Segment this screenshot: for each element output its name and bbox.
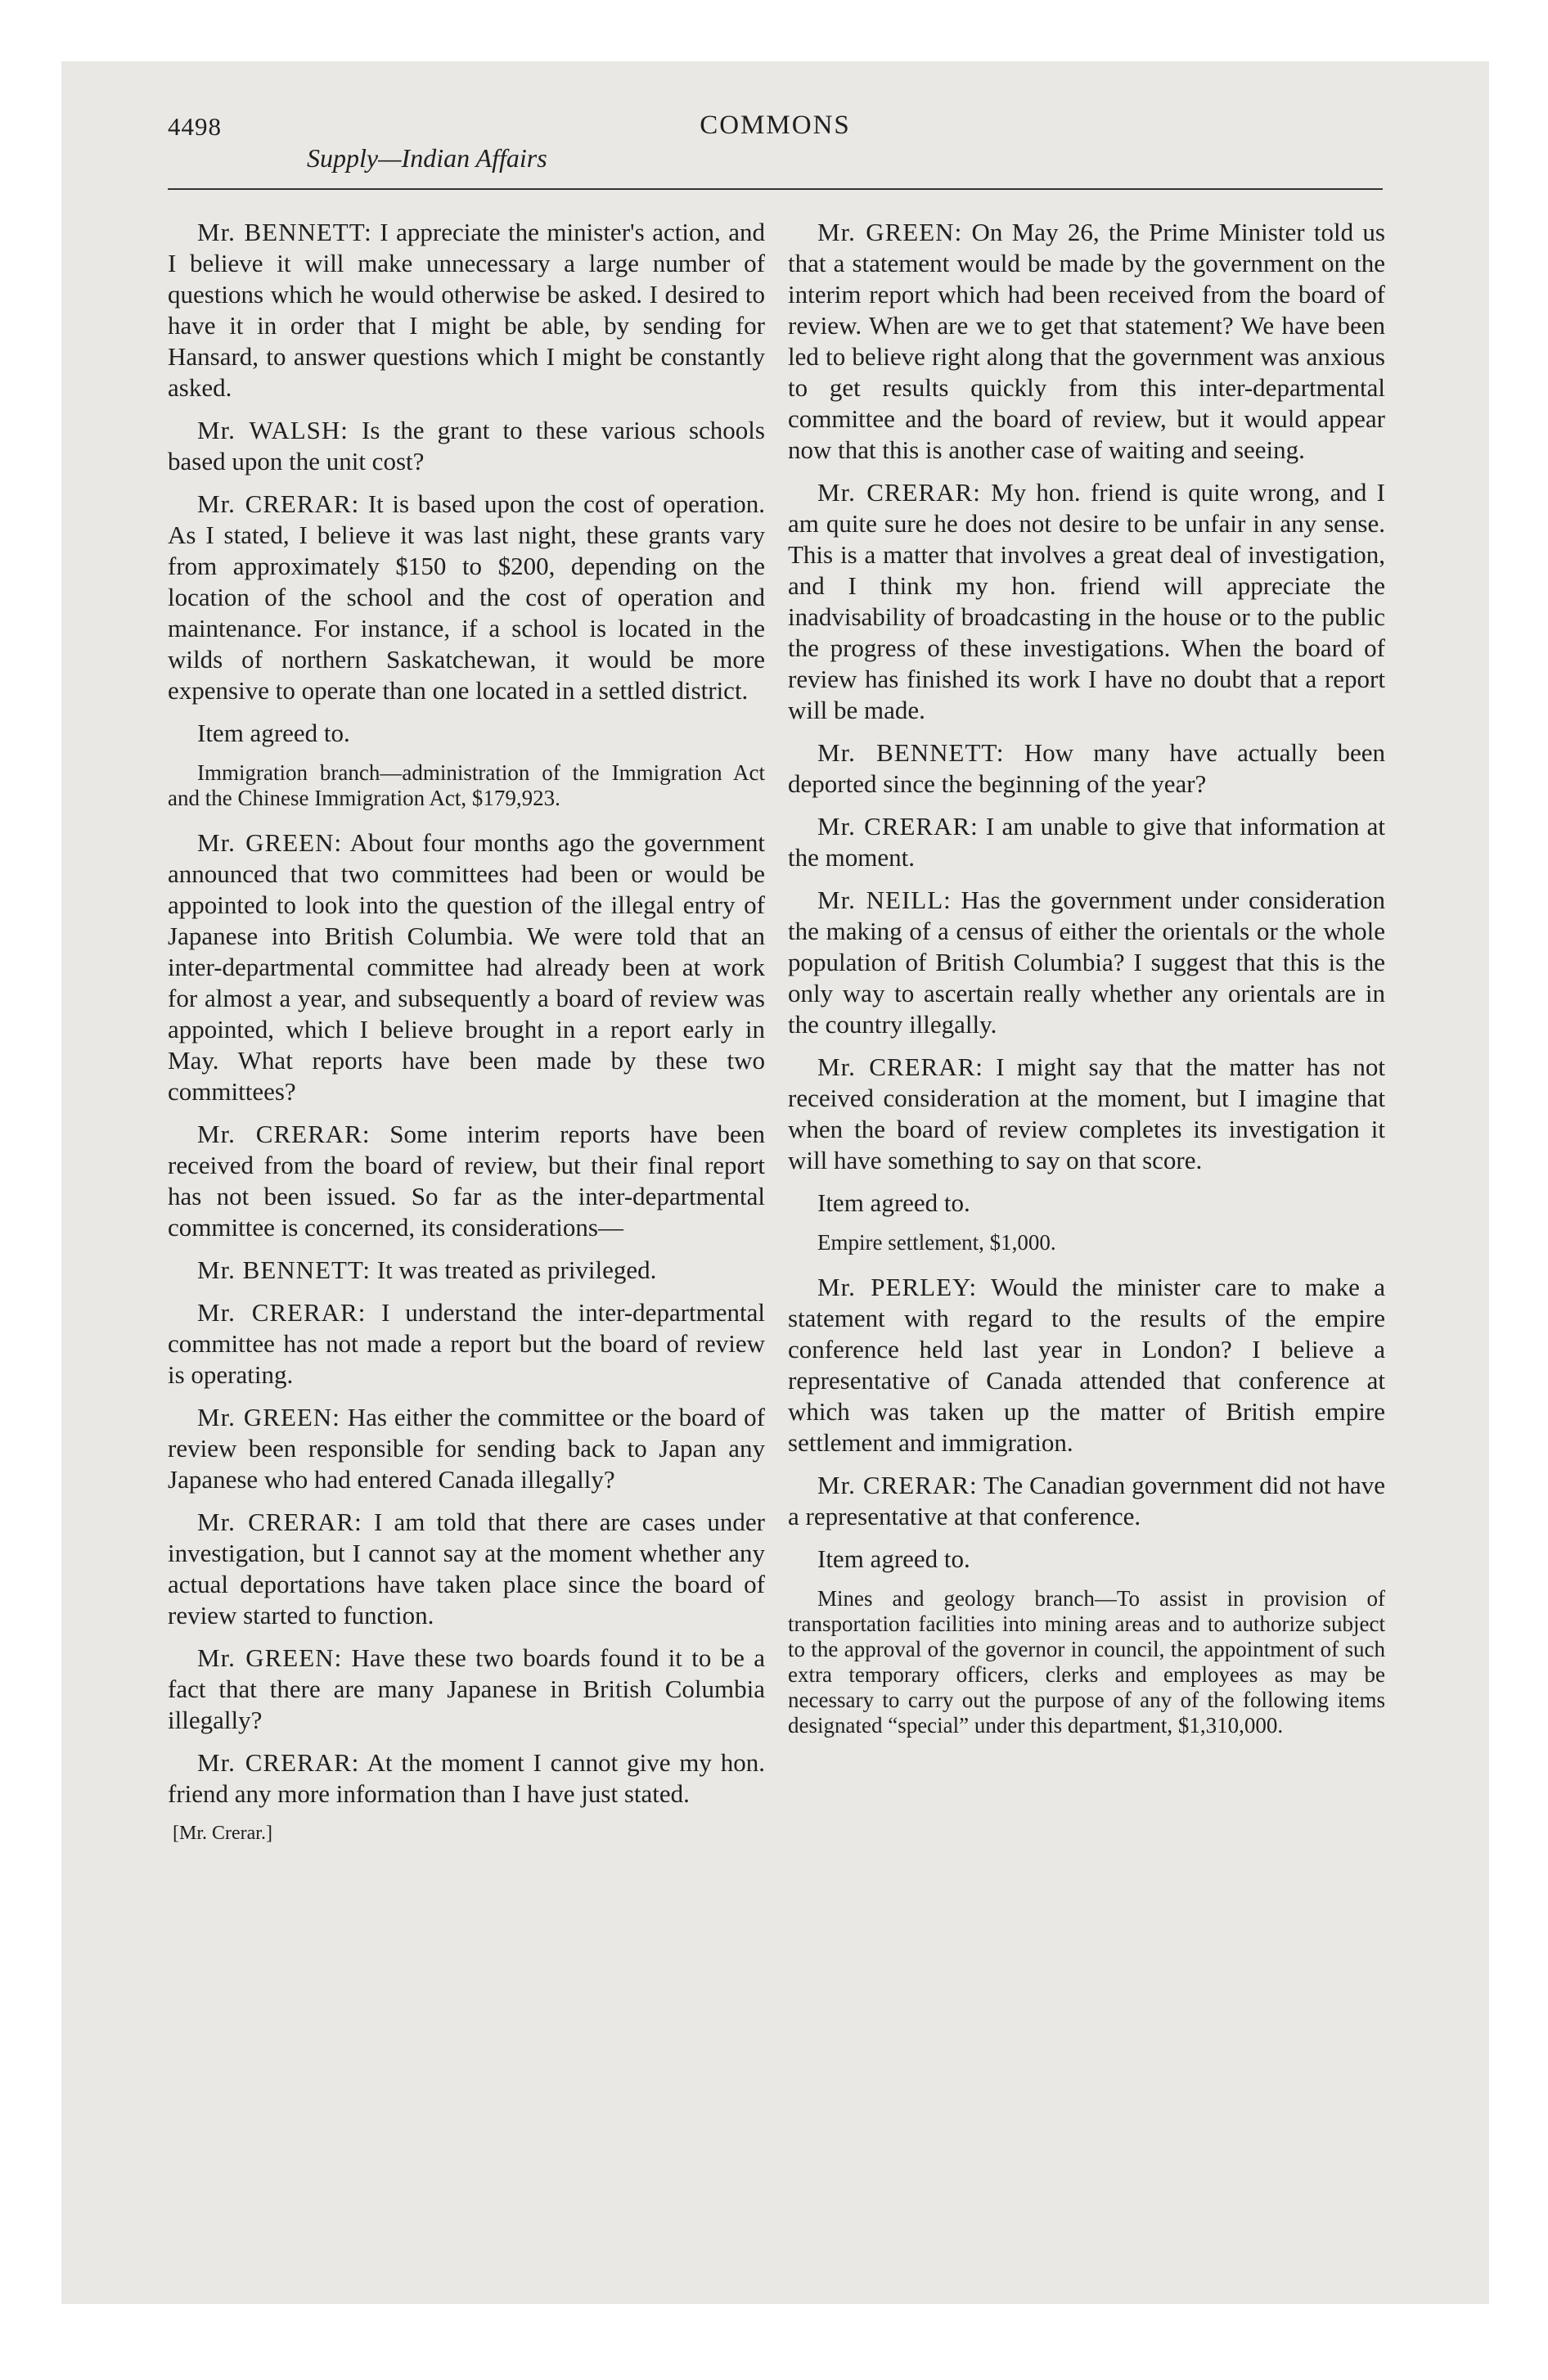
speech-text: Has the government under consideration the making of a census of either the orientals or the whole population of British Columbia? I suggest that this is the only way to ascertain really whether any orientals are in the country illegally. xyxy=(788,886,1385,1039)
page-number: 4498 xyxy=(168,112,222,141)
speech-text: At the moment I cannot give my hon. friend any more information than I have just stated. xyxy=(168,1748,765,1808)
speech-text: The Canadian government did not have a representative at that conference. xyxy=(788,1471,1385,1530)
speaker-name: Mr. BENNETT: xyxy=(197,1255,371,1284)
speaker-name: Mr. GREEN: xyxy=(817,218,963,246)
speaker-name: Mr. CRERAR: xyxy=(197,1508,362,1536)
speech-text: Has either the committee or the board of review been responsible for sending back to Japan any Japanese who had entered Canada illegally? xyxy=(168,1403,765,1494)
item-agreed: Item agreed to. xyxy=(197,719,350,747)
speech-paragraph xyxy=(168,1297,765,1391)
speech-paragraph xyxy=(168,1507,765,1631)
speech-paragraph xyxy=(168,1119,765,1243)
speech-paragraph xyxy=(168,489,765,706)
speech-paragraph xyxy=(788,1470,1385,1532)
speaker-name: Mr. GREEN: xyxy=(197,1403,340,1431)
header-rule xyxy=(168,188,1383,190)
speech-text: Some interim reports have been received from the board of review, but their final report has not been issued. So far as the inter-departmental committee is concerned, its considerations— xyxy=(168,1120,765,1242)
speaker-name: Mr. PERLEY: xyxy=(817,1273,978,1301)
right-column xyxy=(788,217,1385,2230)
speech-paragraph xyxy=(168,1747,765,1810)
speech-text: Have these two boards found it to be a fact that there are many Japanese in British Columbia illegally? xyxy=(168,1643,765,1734)
speaker-name: Mr. GREEN: xyxy=(197,828,343,857)
speech-text: It is based upon the cost of operation. As I stated, I believe it was last night, these grants vary from approximately $150 to $200, depending on the location of the school and the cost of operation and maintenance. For instance, if a school is located in the wilds of northern Saskatchewan, it would be more expensive to operate than one located in a settled district. xyxy=(168,489,765,705)
speaker-name: Mr. CRERAR: xyxy=(197,1120,371,1148)
speech-text: Would the minister care to make a statement with regard to the results of the empire conference held last year in London? I believe a representative of Canada attended that conference at which was taken up the matter of British empire settlement and immigration. xyxy=(788,1273,1385,1457)
page-heading: COMMONS xyxy=(700,110,851,140)
speech-text: How many have actually been deported since the beginning of the year? xyxy=(788,738,1385,798)
speech-text: My hon. friend is quite wrong, and I am quite sure he does not desire to be unfair in any sense. This is a matter that involves a great deal of investigation, and I think my hon. friend will appreciate the inadvisability of broadcasting in the house or to the public the progress of these investigations. When the board of review has finished its work I have no doubt that a report will be made. xyxy=(788,478,1385,724)
estimate-item: Empire settlement, $1,000. xyxy=(817,1230,1056,1255)
speech-text: I am unable to give that information at the moment. xyxy=(788,812,1385,872)
speaker-name: Mr. BENNETT: xyxy=(197,218,372,246)
speech-paragraph xyxy=(788,1272,1385,1458)
speaker-name: Mr. GREEN: xyxy=(197,1643,343,1672)
speech-text: I appreciate the minister's action, and I believe it will make unnecessary a large number of questions which he would otherwise be asked. I desired to have it in order that I might be able, by sending for Hansard, to answer questions which I might be constantly asked. xyxy=(168,218,765,402)
speaker-name: Mr. NEILL: xyxy=(817,886,952,914)
speech-paragraph xyxy=(168,217,765,403)
item-agreed: Item agreed to. xyxy=(817,1544,970,1573)
speech-paragraph xyxy=(788,217,1385,466)
speaker-name: Mr. WALSH: xyxy=(197,416,349,444)
speech-paragraph xyxy=(788,811,1385,873)
scanned-page xyxy=(61,61,1489,2304)
speaker-name: Mr. CRERAR: xyxy=(817,812,979,841)
speech-paragraph xyxy=(168,827,765,1107)
item-agreed: Item agreed to. xyxy=(817,1188,970,1217)
speech-paragraph xyxy=(788,737,1385,800)
speaker-name: Mr. CRERAR: xyxy=(197,1748,360,1777)
speaker-name: Mr. CRERAR: xyxy=(817,478,981,507)
speaker-name: Mr. CRERAR: xyxy=(197,1298,367,1327)
speaker-name: Mr. CRERAR: xyxy=(817,1053,983,1081)
estimate-item: Immigration branch—administration of the Immigration Act and the Chinese Immigration Act, $179,923. xyxy=(168,760,765,810)
page-header xyxy=(61,61,1489,225)
speech-text: Is the grant to these various schools based upon the unit cost? xyxy=(168,416,765,476)
estimate-item: Mines and geology branch—To assist in provision of transportation facilities into mining areas and to authorize subject to the approval of the governor in council, the appointment of such extra temporary officers, clerks and employees as may be necessary to carry out the purpose of any of the following items designated “special” under this department, $1,310,000. xyxy=(788,1586,1385,1738)
speech-text: It was treated as privileged. xyxy=(370,1255,657,1284)
speech-text: On May 26, the Prime Minister told us that a statement would be made by the government on the interim report which had been received from the board of review. When are we to get that statement? We have been led to believe right along that the government was anxious to get results quickly from this inter-departmental committee and the board of review, but it would appear now that this is another case of waiting and seeing. xyxy=(788,218,1385,464)
running-subheading: Supply—Indian Affairs xyxy=(307,143,547,173)
speech-text: I am told that there are cases under investigation, but I cannot say at the moment whether any actual deportations have taken place since the board of review started to function. xyxy=(168,1508,765,1629)
speech-paragraph xyxy=(788,885,1385,1040)
speech-paragraph xyxy=(168,1255,765,1286)
speaker-attribution: [Mr. Crerar.] xyxy=(173,1823,272,1844)
speech-text: I might say that the matter has not received consideration at the moment, but I imagine that when the board of review completes its investigation it will have something to say on that score. xyxy=(788,1053,1385,1174)
speaker-name: Mr. CRERAR: xyxy=(817,1471,978,1499)
speaker-name: Mr. BENNETT: xyxy=(817,738,1005,767)
left-column xyxy=(168,217,765,2230)
speech-paragraph xyxy=(788,1052,1385,1176)
speech-text: About four months ago the government announced that two committees had been or would be appointed to look into the question of the illegal entry of Japanese into British Columbia. We were told that an inter-departmental committee had already been at work for almost a year, and subsequently a board of review was appointed, which I believe brought in a report early in May. What reports have been made by these two committees? xyxy=(168,828,765,1106)
speech-paragraph xyxy=(168,415,765,477)
speaker-name: Mr. CRERAR: xyxy=(197,489,360,518)
speech-paragraph xyxy=(168,1643,765,1736)
speech-text: I understand the inter-departmental committee has not made a report but the board of review is operating. xyxy=(168,1298,765,1389)
speech-paragraph xyxy=(168,1402,765,1495)
speech-paragraph xyxy=(788,477,1385,726)
